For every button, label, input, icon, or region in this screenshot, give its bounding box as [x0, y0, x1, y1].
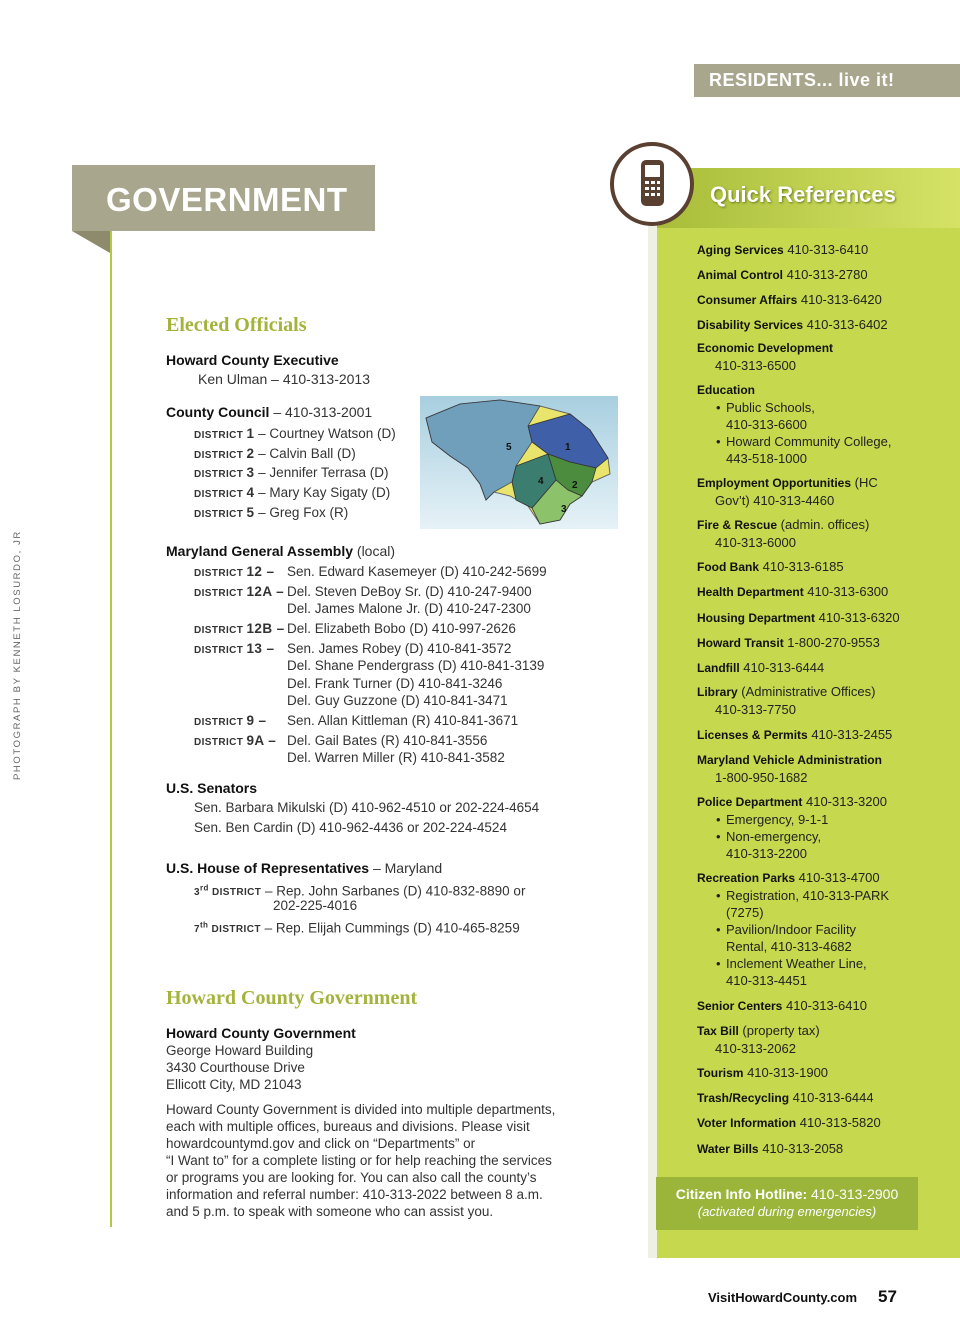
assembly-member: Del. Steven DeBoy Sr. (D) 410-247-9400 — [287, 584, 532, 599]
item-continuation: 410-313-2062 — [715, 1041, 796, 1056]
item-continuation: 410-313-6500 — [715, 358, 796, 373]
item-label: Licenses & Permits — [697, 728, 808, 742]
item-label: Water Bills — [697, 1142, 759, 1156]
address-line: Ellicott City, MD 21043 — [166, 1077, 302, 1092]
quick-reference-item — [697, 339, 947, 374]
quick-reference-item — [697, 1022, 947, 1057]
district-number: 12B – — [246, 621, 285, 637]
quick-reference-item — [697, 751, 947, 786]
bullet-text: 410-313-6600 — [726, 417, 807, 432]
bullet-text: 443-518-1000 — [726, 451, 807, 466]
hotline-label: Citizen Info Hotline: — [675, 1186, 808, 1202]
bullet-text: Non-emergency, — [726, 829, 822, 844]
item-value: 410-313-2058 — [758, 1141, 844, 1156]
paragraph-line: “I Want to” for a complete listing or for help reaching the services — [166, 1153, 552, 1168]
exec-name: Ken Ulman – 410-313-2013 — [198, 371, 371, 387]
quick-reference-item — [697, 997, 947, 1015]
item-continuation: 1-800-950-1682 — [715, 770, 808, 785]
district-number: 9 – — [246, 712, 267, 728]
quick-reference-item — [697, 683, 947, 718]
senator-1: Sen. Barbara Mikulski (D) 410-962-4510 or 202-224-4654 — [194, 800, 540, 815]
item-label: Economic Development — [697, 341, 834, 355]
item-first-line — [697, 381, 947, 399]
district-label — [194, 426, 255, 441]
item-bullet-line — [697, 972, 947, 989]
bullet-text: Pavilion/Indoor Facility — [726, 922, 857, 937]
quick-reference-item — [697, 316, 947, 334]
item-value: 410-313-6420 — [797, 292, 882, 307]
photo-credit: PHOTOGRAPH BY KENNETH LOSURDO, JR — [12, 530, 23, 780]
council-heading-line — [166, 404, 372, 420]
item-value: 410-313-4700 — [795, 870, 880, 885]
quick-reference-item — [697, 869, 947, 989]
council-member: – Calvin Ball (D) — [254, 445, 356, 461]
quick-reference-item — [697, 291, 947, 309]
council-heading: County Council — [166, 404, 270, 420]
item-value: 410-313-6185 — [759, 559, 844, 574]
panel-shadow — [648, 218, 657, 1258]
assembly-member: Del. Warren Miller (R) 410-841-3582 — [287, 750, 505, 765]
assembly-member: Del. Guy Guzzone (D) 410-841-3471 — [287, 692, 508, 708]
item-label: Employment Opportunities — [697, 476, 852, 490]
item-label: Aging Services — [697, 243, 784, 257]
address-line: George Howard Building — [166, 1043, 314, 1058]
district-word: DISTRICT — [194, 568, 244, 579]
item-value: (admin. offices) — [777, 517, 870, 532]
district-label — [194, 641, 275, 657]
assembly-heading-line — [166, 543, 395, 559]
item-value: 410-313-6410 — [783, 242, 869, 257]
council-district-row — [194, 464, 388, 483]
district-label — [194, 465, 255, 481]
item-first-line — [697, 1114, 947, 1132]
paragraph-line: and 5 p.m. to speak with someone who can assist you. — [166, 1204, 494, 1219]
item-continuation: 410-313-6000 — [715, 535, 796, 550]
district-label — [194, 732, 277, 748]
item-value: 410-313-5820 — [796, 1115, 881, 1130]
assembly-district-row — [194, 640, 274, 659]
district-number: 4 — [246, 485, 255, 501]
item-first-line — [697, 1140, 947, 1158]
item-label: Tourism — [697, 1066, 744, 1080]
bullet-text: Inclement Weather Line, — [726, 956, 867, 971]
item-first-line — [697, 516, 947, 534]
item-label: Police Department — [697, 795, 803, 809]
item-label: Voter Information — [697, 1116, 797, 1130]
district-word: DISTRICT — [194, 449, 244, 461]
council-district-row — [194, 484, 390, 503]
hcg-title: Howard County Government — [166, 987, 418, 1009]
quick-reference-item — [697, 793, 947, 862]
item-continuation: 410-313-7750 — [715, 702, 796, 717]
assembly-member: Del. Shane Pendergrass (D) 410-841-3139 — [287, 658, 545, 674]
quick-reference-item — [697, 609, 947, 627]
assembly-district-row — [194, 712, 266, 731]
item-first-line — [697, 583, 947, 601]
item-first-line — [697, 726, 947, 744]
paragraph-line: howardcountymd.gov and click on “Departments” or — [166, 1136, 476, 1151]
item-value: (property tax) — [738, 1023, 820, 1038]
item-first-line — [697, 634, 947, 652]
council-district-row — [194, 425, 396, 444]
council-member: – Greg Fox (R) — [254, 504, 349, 520]
house-rep-3: 3rd DISTRICT – Rep. John Sarbanes (D) 410-832-8890 or — [194, 883, 526, 899]
item-label: Maryland Vehicle Administration — [697, 753, 882, 767]
hotline-phone: 410-313-2900 — [807, 1186, 899, 1202]
exec-heading: Howard County Executive — [166, 352, 339, 368]
district-word: DISTRICT — [194, 508, 244, 520]
bullet-dot: • — [716, 829, 721, 844]
map-label-1: 1 — [565, 442, 571, 453]
item-label: Animal Control — [697, 268, 783, 282]
quick-reference-item — [697, 659, 947, 677]
district-number: 12 – — [246, 564, 275, 579]
quick-reference-item — [697, 266, 947, 284]
bullet-dot: • — [716, 400, 721, 415]
district-label — [194, 485, 255, 501]
item-label: Health Department — [697, 585, 804, 599]
item-first-line — [697, 1064, 947, 1082]
bullet-dot: • — [716, 922, 721, 937]
quick-references-title: Quick References — [710, 182, 896, 207]
item-first-line — [697, 316, 947, 334]
council-district-row — [194, 504, 348, 523]
district-number: 12A – — [246, 584, 285, 599]
item-label: Fire & Rescue — [697, 518, 778, 532]
quick-reference-item — [697, 381, 947, 467]
district-label — [194, 564, 275, 579]
assembly-member: Sen. Edward Kasemeyer (D) 410-242-5699 — [287, 564, 547, 579]
district-number: 1 — [246, 426, 255, 441]
item-first-line — [697, 339, 947, 357]
item-value: 410-313-6300 — [803, 584, 889, 599]
house-rep-3-cont: 202-225-4016 — [273, 898, 358, 913]
item-bullet-line — [697, 811, 947, 828]
district-map — [420, 396, 618, 529]
hotline-note: (activated during emergencies) — [697, 1204, 877, 1219]
house-heading-line — [166, 860, 442, 876]
item-continuation: Gov’t) 410-313-4460 — [715, 493, 835, 508]
map-label-5: 5 — [506, 442, 512, 453]
paragraph-line: each with multiple offices, bureaus and divisions. Please visit — [166, 1119, 530, 1134]
item-label: Tax Bill — [697, 1024, 739, 1038]
district-word: DISTRICT — [194, 716, 244, 728]
district-word: DISTRICT — [194, 645, 244, 657]
address-line: 3430 Courthouse Drive — [166, 1060, 305, 1075]
item-bullet-line — [697, 887, 947, 904]
bullet-dot: • — [716, 956, 721, 971]
footer-site[interactable]: VisitHowardCounty.com — [708, 1290, 858, 1305]
item-first-line — [697, 683, 947, 701]
council-member: – Courtney Watson (D) — [254, 426, 396, 441]
item-first-line — [697, 1022, 947, 1040]
item-bullet-line — [697, 416, 947, 433]
item-label: Housing Department — [697, 611, 816, 625]
item-bullet-line — [697, 399, 947, 416]
district-word: DISTRICT — [194, 430, 244, 441]
item-first-line — [697, 609, 947, 627]
bullet-text: Public Schools, — [726, 400, 815, 415]
item-value: 410-313-2780 — [783, 267, 868, 282]
council-district-row — [194, 445, 356, 464]
item-label: Senior Centers — [697, 999, 783, 1013]
assembly-note: (local) — [353, 543, 396, 559]
assembly-member: Del. James Malone Jr. (D) 410-247-2300 — [287, 601, 531, 617]
item-first-line — [697, 793, 947, 811]
senators-heading: U.S. Senators — [166, 780, 258, 796]
house-note: – Maryland — [369, 860, 443, 876]
page-section-title: GOVERNMENT — [72, 165, 375, 231]
quick-reference-item — [697, 583, 947, 601]
citizen-hotline-box — [656, 1177, 918, 1230]
item-bullet-line — [697, 845, 947, 862]
item-label: Disability Services — [697, 318, 804, 332]
item-label: Library — [697, 685, 738, 699]
bullet-text: 410-313-4451 — [726, 973, 807, 988]
item-value: 410-313-6444 — [739, 660, 825, 675]
house-rep-7: 7th DISTRICT – Rep. Elijah Cummings (D) 410-465-8259 — [194, 920, 520, 936]
assembly-district-row — [194, 563, 274, 582]
item-first-line — [697, 241, 947, 259]
item-bullet-line — [697, 828, 947, 845]
paragraph-line: information and referral number: 410-313-2022 between 8 a.m. — [166, 1187, 543, 1202]
item-bullet-line — [697, 955, 947, 972]
item-value: 410-313-1900 — [743, 1065, 829, 1080]
quick-reference-item — [697, 1089, 947, 1107]
quick-reference-item — [697, 241, 947, 259]
item-first-line — [697, 751, 947, 769]
council-member: – Mary Kay Sigaty (D) — [254, 485, 391, 501]
item-value: (HC — [851, 475, 878, 490]
item-first-line — [697, 869, 947, 887]
district-word: DISTRICT — [194, 625, 244, 637]
bullet-text: Howard Community College, — [726, 434, 892, 449]
item-value: 410-313-6444 — [789, 1090, 874, 1105]
assembly-district-row — [194, 583, 284, 602]
item-bullet-line — [697, 938, 947, 955]
assembly-member: Sen. Allan Kittleman (R) 410-841-3671 — [287, 712, 519, 728]
item-bullet-line — [697, 433, 947, 450]
district-word: DISTRICT — [194, 588, 244, 599]
item-first-line — [697, 997, 947, 1015]
quick-reference-item — [697, 558, 947, 576]
item-label: Howard Transit — [697, 636, 784, 650]
item-first-line — [697, 558, 947, 576]
quick-reference-item — [697, 634, 947, 652]
district-word: DISTRICT — [194, 469, 244, 481]
item-bullet-line — [697, 904, 947, 921]
bullet-dot: • — [716, 434, 721, 449]
item-first-line — [697, 266, 947, 284]
item-value: 410-313-2455 — [807, 727, 893, 742]
district-number: 3 — [246, 465, 255, 481]
district-number: 13 – — [246, 641, 275, 657]
map-label-4: 4 — [538, 476, 544, 487]
assembly-member: Del. Gail Bates (R) 410-841-3556 — [287, 732, 488, 748]
item-label: Landfill — [697, 661, 740, 675]
district-word: DISTRICT — [194, 489, 244, 501]
bullet-text: Emergency, 9-1-1 — [726, 812, 829, 827]
bullet-text: 410-313-2200 — [726, 846, 807, 861]
assembly-member: Del. Elizabeth Bobo (D) 410-997-2626 — [287, 621, 516, 637]
bullet-text: (7275) — [726, 905, 764, 920]
council-member: – Jennifer Terrasa (D) — [254, 465, 389, 481]
section-divider-line — [110, 231, 112, 1227]
assembly-member: Del. Frank Turner (D) 410-841-3246 — [287, 675, 503, 691]
item-first-line — [697, 291, 947, 309]
bullet-dot: • — [716, 888, 721, 903]
assembly-heading: Maryland General Assembly — [166, 543, 354, 559]
item-value: (Administrative Offices) — [737, 684, 876, 699]
assembly-member: Sen. James Robey (D) 410-841-3572 — [287, 641, 512, 657]
district-word: DISTRICT — [194, 736, 244, 748]
item-value: 410-313-6402 — [803, 317, 888, 332]
hcg-heading: Howard County Government — [166, 1025, 356, 1041]
house-heading: U.S. House of Representatives — [166, 860, 370, 876]
paragraph-line: or programs you are looking for. You can also call the county’s — [166, 1170, 537, 1185]
item-value: 410-313-3200 — [802, 794, 887, 809]
paragraph-line: Howard County Government is divided into multiple departments, — [166, 1102, 556, 1117]
item-bullet-line — [697, 450, 947, 467]
assembly-district-row — [194, 620, 285, 639]
quick-reference-item — [697, 474, 947, 509]
item-value: 410-313-6410 — [782, 998, 867, 1013]
item-value: 1-800-270-9553 — [783, 635, 880, 650]
quick-reference-item — [697, 1114, 947, 1132]
item-label: Food Bank — [697, 560, 759, 574]
page-number: 57 — [878, 1287, 897, 1306]
item-label: Trash/Recycling — [697, 1091, 790, 1105]
district-label — [194, 584, 285, 599]
bullet-text: Rental, 410-313-4682 — [726, 939, 852, 954]
item-value: 410-313-6320 — [815, 610, 900, 625]
item-label: Consumer Affairs — [697, 293, 798, 307]
district-label — [194, 445, 255, 461]
elected-officials-title: Elected Officials — [166, 314, 307, 336]
item-label: Education — [697, 383, 756, 397]
cell-phone-icon — [610, 142, 694, 226]
council-phone: – 410-313-2001 — [269, 404, 373, 420]
map-label-3: 3 — [561, 504, 567, 515]
item-bullet-line — [697, 921, 947, 938]
district-number: 2 — [246, 445, 255, 461]
item-first-line — [697, 474, 947, 492]
quick-reference-item — [697, 516, 947, 551]
quick-reference-item — [697, 726, 947, 744]
quick-reference-item — [697, 1064, 947, 1082]
district-number: 9A – — [246, 732, 277, 748]
district-number: 5 — [246, 504, 255, 520]
bullet-dot: • — [716, 812, 721, 827]
assembly-district-row — [194, 732, 276, 751]
map-label-2: 2 — [572, 480, 578, 491]
district-label — [194, 504, 255, 520]
quick-reference-item — [697, 1140, 947, 1158]
item-first-line — [697, 1089, 947, 1107]
section-banner: RESIDENTS... live it! — [694, 64, 960, 97]
bullet-text: Registration, 410-313-PARK — [726, 888, 890, 903]
district-label — [194, 712, 267, 728]
senator-2: Sen. Ben Cardin (D) 410-962-4436 or 202-224-4524 — [194, 820, 507, 835]
item-first-line — [697, 659, 947, 677]
tab-fold-decoration — [72, 231, 110, 253]
item-label: Recreation Parks — [697, 871, 796, 885]
district-label — [194, 621, 285, 637]
